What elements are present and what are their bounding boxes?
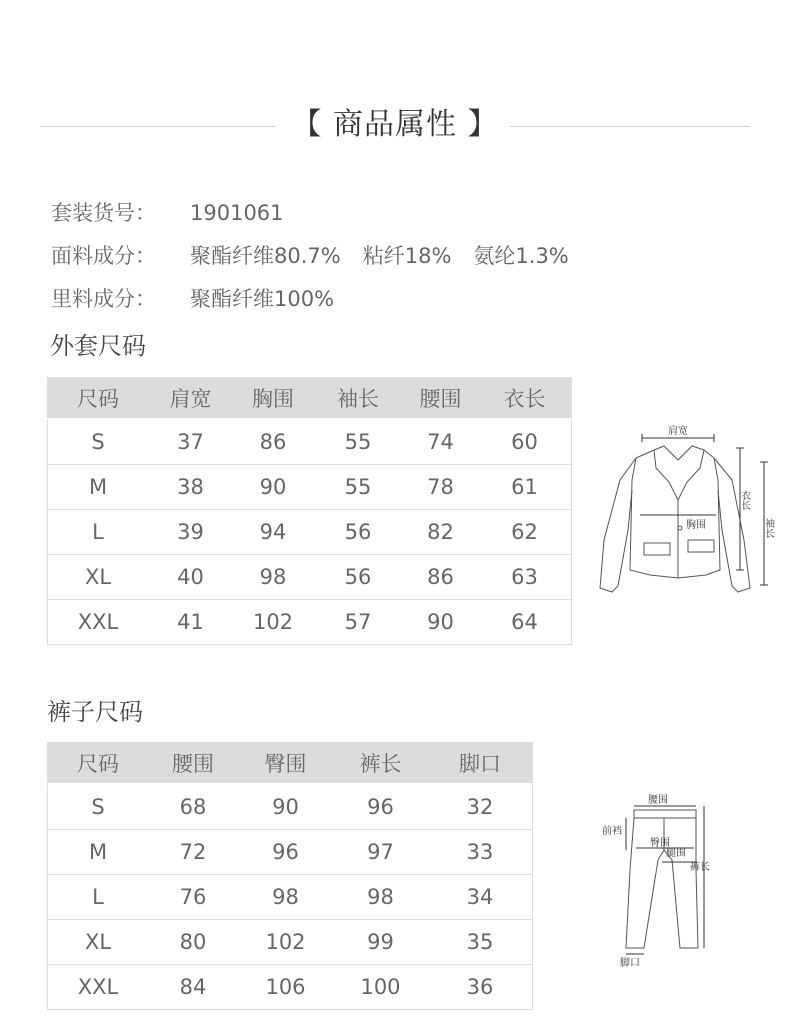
table-cell: 72	[148, 830, 238, 875]
attribute-label: 里料成分：	[51, 287, 156, 311]
pants-size-heading: 裤子尺码	[47, 698, 143, 726]
pants-measurement-diagram	[600, 790, 730, 970]
shoulder-label: 肩宽	[668, 426, 688, 437]
table-cell: XL	[48, 555, 149, 600]
table-cell: XXL	[48, 965, 149, 1010]
column-header: 袖长	[313, 378, 403, 420]
table-header-row	[48, 743, 533, 785]
jacket-measurement-diagram	[592, 420, 787, 600]
table-cell: 94	[233, 510, 313, 555]
table-cell: 38	[148, 465, 233, 510]
thigh-label: 腿围	[666, 848, 686, 859]
table-cell: 74	[403, 419, 478, 465]
table-cell: L	[48, 510, 149, 555]
table-cell: 33	[428, 830, 533, 875]
table-cell: 55	[313, 419, 403, 465]
table-cell: 100	[333, 965, 428, 1010]
attribute-value-part: 粘纤18%	[362, 244, 452, 268]
section-title: 【 商品属性 】	[291, 107, 499, 142]
table-cell: 57	[313, 600, 403, 645]
attribute-label: 套装货号：	[51, 201, 156, 225]
table-cell: 40	[148, 555, 233, 600]
column-header: 腰围	[403, 378, 478, 420]
table-cell: 63	[478, 555, 572, 600]
table-cell: 41	[148, 600, 233, 645]
column-header: 臀围	[238, 743, 333, 785]
table-cell: 106	[238, 965, 333, 1010]
table-row	[48, 600, 572, 645]
table-cell: 80	[148, 920, 238, 965]
pants-length-label: 裤长	[690, 862, 710, 873]
table-cell: 37	[148, 419, 233, 465]
table-cell: 98	[233, 555, 313, 600]
table-row	[48, 419, 572, 465]
table-cell: S	[48, 419, 149, 465]
table-cell: 102	[233, 600, 313, 645]
chest-label: 胸围	[686, 520, 706, 531]
table-cell: 86	[403, 555, 478, 600]
table-cell: 96	[333, 784, 428, 830]
attribute-value-part: 聚酯纤维80.7%	[190, 244, 341, 268]
table-cell: 98	[238, 875, 333, 920]
attribute-value	[190, 198, 306, 228]
table-cell: 60	[478, 419, 572, 465]
front-rise-label: 前裆	[602, 826, 622, 837]
table-cell: 32	[428, 784, 533, 830]
column-header: 尺码	[48, 378, 149, 420]
table-cell: S	[48, 784, 149, 830]
table-cell: 62	[478, 510, 572, 555]
column-header: 脚口	[428, 743, 533, 785]
column-header: 衣长	[478, 378, 572, 420]
table-row	[48, 510, 572, 555]
table-cell: 96	[238, 830, 333, 875]
table-cell: 84	[148, 965, 238, 1010]
column-header: 腰围	[148, 743, 238, 785]
table-cell: 102	[238, 920, 333, 965]
table-cell: 86	[233, 419, 313, 465]
table-header-row	[48, 378, 572, 420]
table-cell: 99	[333, 920, 428, 965]
jacket-length-label: 衣长	[738, 490, 750, 510]
attribute-row-fabric	[51, 241, 591, 271]
attribute-value	[190, 284, 356, 314]
table-cell: 64	[478, 600, 572, 645]
attribute-value-part: 氨纶1.3%	[473, 244, 569, 268]
table-cell: 82	[403, 510, 478, 555]
waist-label: 腰围	[648, 795, 668, 806]
jacket-size-table	[47, 377, 572, 645]
table-cell: 36	[428, 965, 533, 1010]
column-header: 裤长	[333, 743, 428, 785]
pants-size-table	[47, 742, 533, 1010]
attribute-row-item-number	[51, 198, 306, 228]
column-header: 肩宽	[148, 378, 233, 420]
table-cell: 56	[313, 510, 403, 555]
column-header: 尺码	[48, 743, 149, 785]
attribute-value-part: 1901061	[190, 201, 284, 225]
attribute-value-part: 聚酯纤维100%	[190, 287, 335, 311]
table-row	[48, 920, 533, 965]
title-divider-right	[510, 126, 750, 127]
table-cell: 97	[333, 830, 428, 875]
table-cell: 39	[148, 510, 233, 555]
table-cell: 90	[238, 784, 333, 830]
table-row	[48, 784, 533, 830]
column-header: 胸围	[233, 378, 313, 420]
hip-label: 臀围	[650, 838, 670, 849]
table-cell: 34	[428, 875, 533, 920]
sleeve-label: 袖长	[762, 518, 774, 538]
table-row	[48, 555, 572, 600]
table-cell: XL	[48, 920, 149, 965]
jacket-size-heading: 外套尺码	[50, 332, 146, 360]
attribute-label: 面料成分：	[51, 244, 156, 268]
table-cell: 56	[313, 555, 403, 600]
table-cell: 55	[313, 465, 403, 510]
table-cell: 78	[403, 465, 478, 510]
table-cell: 90	[403, 600, 478, 645]
table-cell: L	[48, 875, 149, 920]
table-cell: 76	[148, 875, 238, 920]
table-cell: 90	[233, 465, 313, 510]
table-cell: 61	[478, 465, 572, 510]
table-cell: 98	[333, 875, 428, 920]
table-row	[48, 875, 533, 920]
attribute-value	[190, 241, 591, 271]
title-divider-left	[40, 126, 276, 127]
table-cell: M	[48, 830, 149, 875]
hem-label: 脚口	[620, 958, 640, 969]
table-cell: 35	[428, 920, 533, 965]
table-row	[48, 965, 533, 1010]
table-row	[48, 830, 533, 875]
table-cell: 68	[148, 784, 238, 830]
table-cell: M	[48, 465, 149, 510]
table-row	[48, 465, 572, 510]
table-cell: XXL	[48, 600, 149, 645]
attribute-row-lining	[51, 284, 356, 314]
